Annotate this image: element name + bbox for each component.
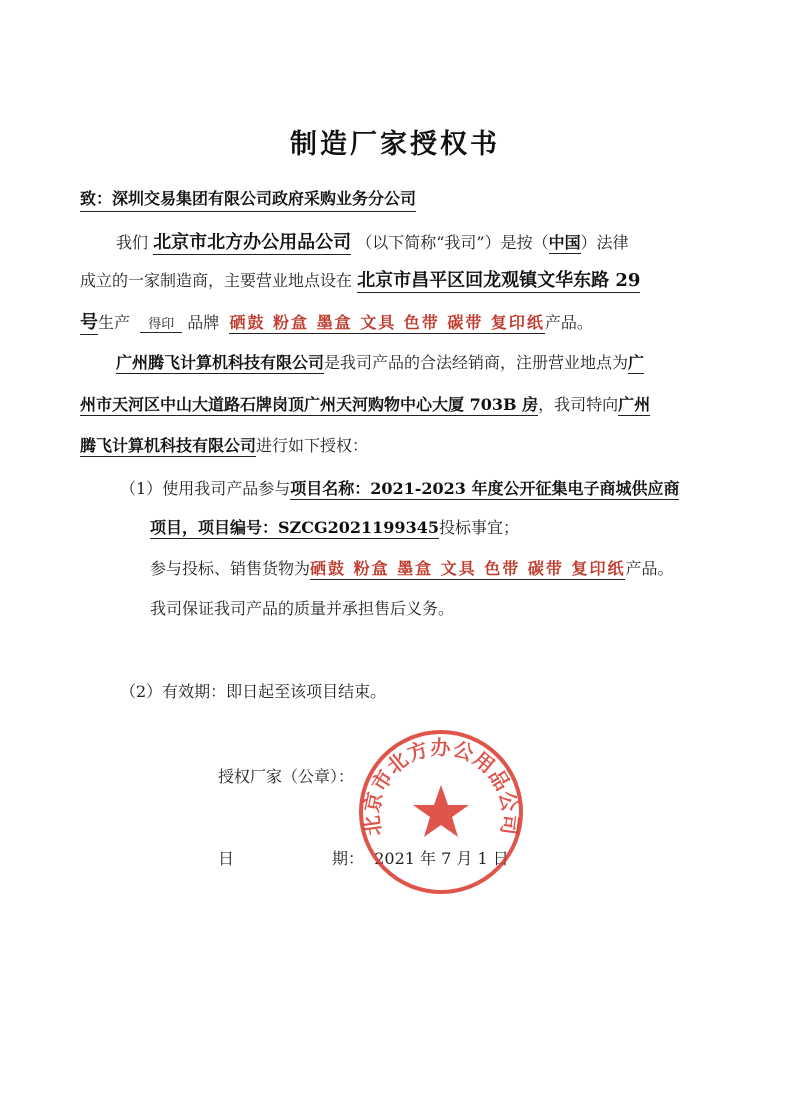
brand-name: 得印 (140, 317, 182, 333)
manufacturer-address-2: 号 (80, 312, 98, 333)
para1-line2 (80, 270, 640, 292)
dealer-name: 广州腾飞计算机科技有限公司 (116, 353, 325, 372)
para1-line1 (116, 232, 629, 254)
product-suffix: 产品。 (544, 313, 593, 332)
date-label-a: 日 (218, 849, 235, 868)
date-value: 2021 年 7 月 1 日 (374, 849, 509, 868)
para1-we: 我们 (116, 233, 149, 252)
para2-text-b: ，我司特向 (538, 395, 619, 414)
item1-line2 (150, 517, 519, 539)
para2-line3 (80, 435, 368, 457)
para1-text-a: （以下简称“我司”）是按（ (356, 233, 549, 252)
guarantee-line: 我司保证我司产品的质量并承担售后义务。 (150, 599, 455, 618)
project-name: 项目名称：2021-2023 年度公开征集电子商城供应商 (290, 479, 680, 498)
dealer-name-2a: 广州 (618, 395, 651, 414)
manufacturer-address-1: 北京市昌平区回龙观镇文华东路 29 (357, 270, 641, 291)
produce-label: 生产 (98, 313, 131, 332)
seal-text: 北京市北方办公用品公司 (359, 735, 523, 838)
item1-number: （1） (120, 479, 163, 498)
date-label-b: 期： (332, 849, 365, 868)
para2-text-a: 是我司产品的合法经销商，注册营业地点为 (324, 353, 629, 372)
project-number: 项目，项目编号：SZCG2021199345 (150, 518, 439, 537)
para2-text-c: 进行如下授权： (256, 436, 369, 455)
para2-line1 (116, 352, 644, 374)
para1-text-b: ）法律 (580, 233, 629, 252)
signature-label: 授权厂家（公章）： (218, 767, 355, 786)
goods-prefix: 参与投标、销售货物为 (150, 559, 311, 578)
manufacturer-name: 北京市北方办公用品公司 (153, 232, 352, 253)
document-title: 制造厂家授权书 (290, 129, 500, 160)
validity-line: （2）有效期：即日起至该项目结束。 (120, 682, 387, 701)
item1-text-b: 投标事宜； (438, 518, 519, 537)
para1-text-c: 成立的一家制造商，主要营业地点设在 (80, 271, 353, 290)
item1-line1 (120, 478, 679, 500)
dealer-name-2b: 腾飞计算机科技有限公司 (80, 436, 257, 455)
item1-line3 (150, 558, 673, 580)
official-seal (356, 727, 526, 897)
para2-line2 (80, 394, 650, 416)
brand-label: 品牌 (187, 313, 220, 332)
dealer-address-2: 州市天河区中山大道路石牌岗顶广州天河购物中心大厦 703B 房 (80, 395, 539, 414)
country-name: 中国 (548, 233, 581, 252)
seal-star-icon (413, 785, 469, 837)
dealer-address-1: 广 (628, 353, 645, 372)
product-list: 硒鼓 粉盒 墨盒 文具 色带 碳带 复印纸 (229, 313, 545, 332)
item1-text-a: 使用我司产品参与 (162, 479, 291, 498)
para1-line3 (80, 312, 593, 336)
goods-list: 硒鼓 粉盒 墨盒 文具 色带 碳带 复印纸 (310, 559, 626, 578)
goods-suffix: 产品。 (625, 559, 674, 578)
addressee-line: 致：深圳交易集团有限公司政府采购业务分公司 (80, 188, 416, 212)
